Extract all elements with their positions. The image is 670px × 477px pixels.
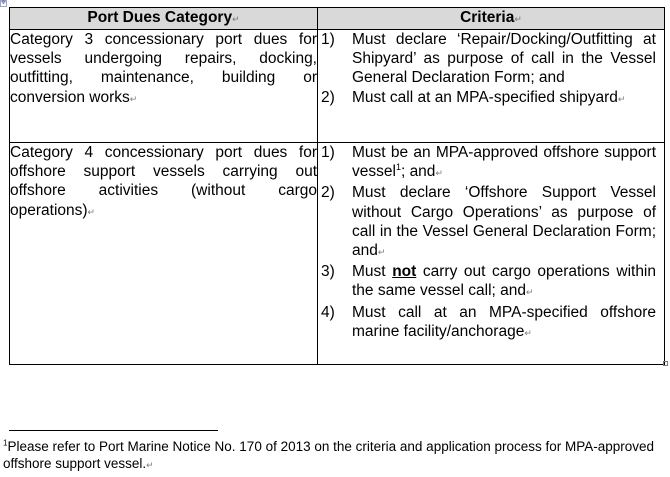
table-anchor-icon[interactable]: ✥: [1, 0, 7, 6]
category-3-criteria-cell: [318, 30, 665, 143]
category-4-cell: Category 4 concessionary port dues for offshore support vessels carrying out offshore activities (without cargo operations)↵: [10, 143, 318, 365]
table-resize-handle[interactable]: [663, 361, 668, 366]
list-item: 2) Must declare ‘Offshore Support Vessel without Cargo Operations’ as purpose of call in the Vessel General Declaration Form; and↵: [321, 184, 656, 260]
table-header-row: [10, 8, 665, 30]
table-row-category-3: [10, 30, 665, 143]
header-criteria: Criteria↵: [318, 8, 665, 30]
table-row-category-4: [10, 143, 665, 365]
port-dues-table: [9, 7, 665, 365]
list-item: 4) Must call at an MPA-specified offshore marine facility/anchorage↵: [321, 303, 656, 340]
list-item: 2) Must call at an MPA-specified shipyard↵: [321, 88, 626, 106]
category-3-cell: Category 3 concessionary port dues for vessels undergoing repairs, docking, outfitting, maintenance, building or conversion works↵: [10, 30, 318, 143]
header-port-dues-category: Port Dues Category↵: [10, 8, 318, 30]
list-item: 1) Must declare ‘Repair/Docking/Outfitting at Shipyard’ as purpose of call in the Vessel General Declaration Form; and: [321, 31, 656, 87]
footnote-text: Please refer to Port Marine Notice No. 170 of 2013 on the criteria and application process for MPA-approved offshore support vessel.: [3, 439, 655, 471]
footnote-separator: [9, 430, 218, 431]
list-item: 1) Must be an MPA-approved offshore support vessel$^1$; and↵: [321, 144, 656, 181]
footnote: $^1$Please refer to Port Marine Notice No. 170 of 2013 on the criteria and application process for MPA-approved offshore support vessel.↵: [3, 438, 655, 471]
footnote-marker: 1: [3, 438, 8, 448]
footnote-reference[interactable]: 1: [395, 162, 401, 173]
emphasis-not: not: [392, 263, 417, 281]
category-4-criteria-cell: [318, 143, 665, 365]
list-item: 3) Must not carry out cargo operations within the same vessel call; and↵: [321, 263, 656, 300]
